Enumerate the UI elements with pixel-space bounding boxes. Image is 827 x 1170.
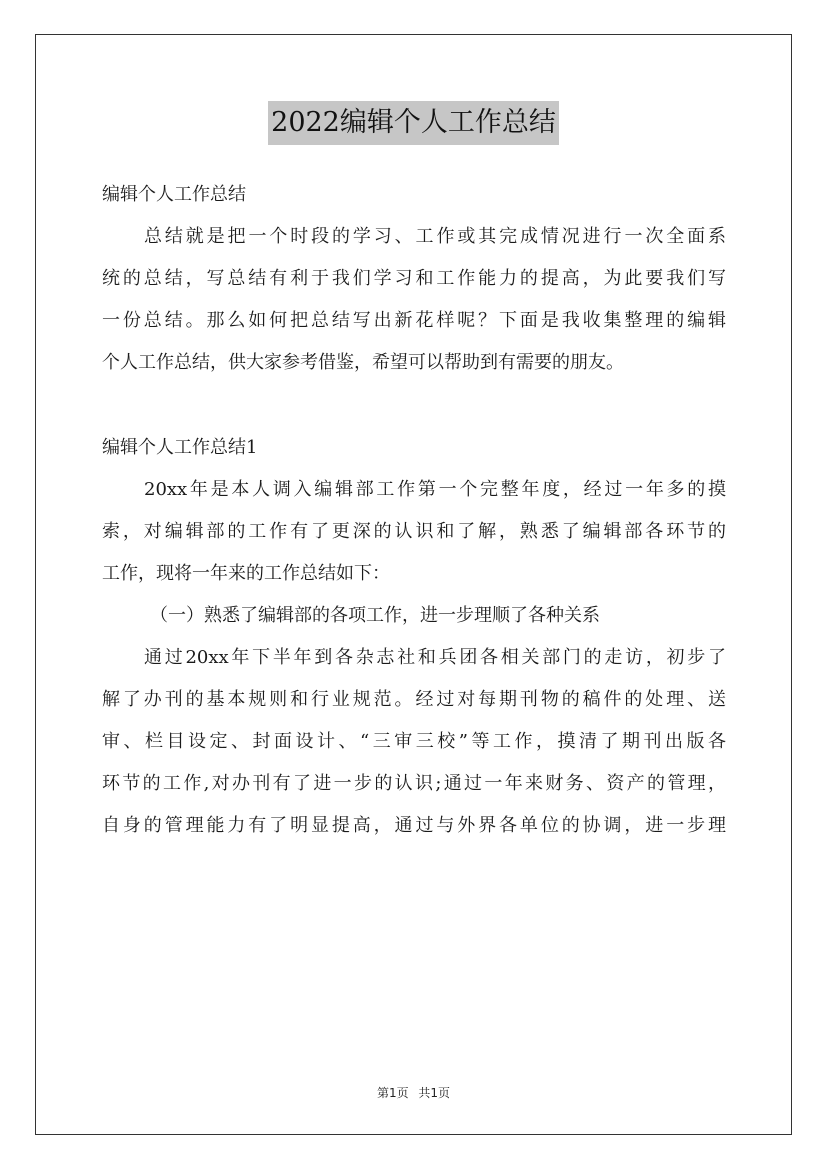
title-container [0, 101, 827, 145]
paragraph-line: 总结就是把一个时段的学习、工作或其完成情况进行一次全面系 [144, 226, 726, 247]
paragraph-line: 个人工作总结，供大家参考借鉴，希望可以帮助到有需要的朋友。 [102, 352, 624, 373]
page-footer [0, 1084, 827, 1101]
paragraph-line: 解了办刊的基本规则和行业规范。经过对每期刊物的稿件的处理、送 [102, 689, 726, 710]
paragraph-line: 统的总结，写总结有利于我们学习和工作能力的提高，为此要我们写 [102, 268, 726, 289]
section-heading: 编辑个人工作总结1 [102, 437, 258, 458]
paragraph-line: 20xx年是本人调入编辑部工作第一个完整年度，经过一年多的摸 [144, 479, 726, 500]
subsection-heading: （一）熟悉了编辑部的各项工作，进一步理顺了各种关系 [150, 605, 600, 626]
paragraph-line: 审、栏目设定、封面设计、“三审三校”等工作，摸清了期刊出版各 [102, 731, 726, 752]
page-total: 共1页 [418, 1086, 451, 1100]
paragraph-line: 通过20xx年下半年到各杂志社和兵团各相关部门的走访，初步了 [144, 647, 726, 668]
section-heading: 编辑个人工作总结 [102, 184, 246, 205]
page-number: 第1页 [376, 1086, 409, 1100]
paragraph-line: 工作，现将一年来的工作总结如下： [102, 563, 390, 584]
document-title: 2022编辑个人工作总结 [268, 101, 559, 145]
document-body [102, 174, 726, 847]
paragraph-line: 一份总结。那么如何把总结写出新花样呢？下面是我收集整理的编辑 [102, 310, 726, 331]
paragraph-line: 自身的管理能力有了明显提高，通过与外界各单位的协调，进一步理 [102, 815, 726, 836]
paragraph-line: 环节的工作,对办刊有了进一步的认识;通过一年来财务、资产的管理， [102, 773, 726, 794]
spacer [102, 384, 726, 427]
paragraph-line: 索，对编辑部的工作有了更深的认识和了解，熟悉了编辑部各环节的 [102, 521, 726, 542]
